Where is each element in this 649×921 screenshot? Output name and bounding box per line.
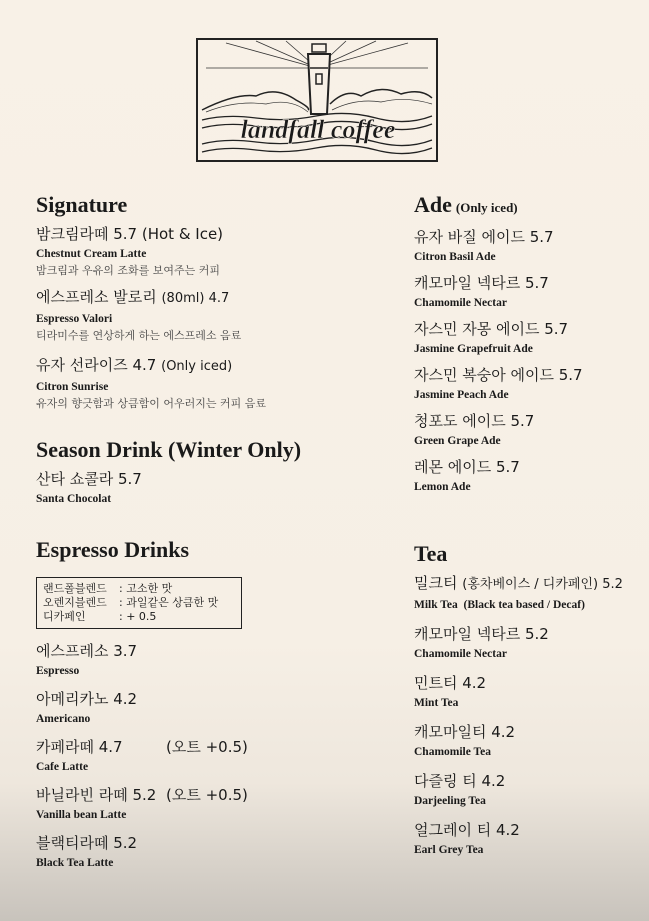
item-name: 민트티 4.2 bbox=[414, 674, 487, 692]
landfall-logo bbox=[196, 38, 438, 162]
item-english: Chamomile Nectar bbox=[414, 297, 507, 309]
oat-option: (오트 +0.5) bbox=[166, 786, 248, 804]
blend-row bbox=[43, 610, 235, 624]
signature-heading: Signature bbox=[36, 192, 128, 217]
item-name: 자스민 자몽 에이드 5.7 bbox=[414, 320, 569, 338]
item-note: (80ml) 4.7 bbox=[161, 291, 230, 306]
menu-item bbox=[414, 319, 639, 357]
item-english: Citron Sunrise bbox=[36, 381, 109, 393]
menu-item bbox=[414, 227, 639, 265]
item-name: 다즐링 티 4.2 bbox=[414, 772, 506, 790]
ade-heading: Ade bbox=[414, 192, 452, 217]
item-name: 유자 선라이즈 4.7 bbox=[36, 356, 157, 374]
item-english: Jasmine Grapefruit Ade bbox=[414, 343, 533, 355]
menu-item bbox=[414, 365, 639, 403]
item-name: 에스프레소 3.7 bbox=[36, 642, 138, 660]
menu-item bbox=[36, 224, 366, 278]
item-english: Milk Tea (Black tea based / Decaf) bbox=[414, 599, 585, 611]
item-description: 밤크림과 우유의 조화를 보여주는 커피 bbox=[36, 264, 221, 277]
item-english: Earl Grey Tea bbox=[414, 844, 484, 856]
item-name: 블랙티라떼 5.2 bbox=[36, 834, 138, 852]
item-english: Americano bbox=[36, 713, 91, 725]
item-english: Cafe Latte bbox=[36, 761, 89, 773]
menu-item bbox=[414, 624, 639, 662]
item-english: Mint Tea bbox=[414, 697, 459, 709]
blend-label: 오렌지블렌드 bbox=[43, 596, 107, 609]
menu-item bbox=[36, 689, 366, 727]
menu-item bbox=[414, 411, 639, 449]
item-name: 카페라떼 4.7 bbox=[36, 738, 123, 756]
season-heading: Season Drink (Winter Only) bbox=[36, 437, 302, 462]
blend-label: 디카페인 bbox=[43, 610, 86, 623]
oat-option: (오트 +0.5) bbox=[166, 738, 248, 756]
blend-row bbox=[43, 596, 235, 610]
blend-value: : 고소한 맛 bbox=[119, 582, 173, 595]
item-english: Darjeeling Tea bbox=[414, 795, 486, 807]
item-description: 티라미수를 연상하게 하는 에스프레소 음료 bbox=[36, 329, 242, 342]
item-english: Lemon Ade bbox=[414, 481, 471, 493]
item-english: Santa Chocolat bbox=[36, 493, 112, 505]
menu-item bbox=[414, 273, 639, 311]
menu-item bbox=[414, 673, 639, 711]
item-name: 바닐라빈 라떼 5.2 bbox=[36, 786, 157, 804]
item-name: 유자 바질 에이드 5.7 bbox=[414, 228, 554, 246]
right-column bbox=[414, 192, 639, 858]
item-name: 에스프레소 발로리 bbox=[36, 288, 157, 306]
menu-item bbox=[36, 737, 366, 775]
menu-item bbox=[36, 833, 366, 871]
menu-item bbox=[414, 573, 639, 613]
item-note: (홍차베이스 / 디카페인) 5.2 bbox=[462, 577, 623, 592]
blend-value: : 과일같은 상큼한 맛 bbox=[119, 596, 219, 609]
item-name: 산타 쇼콜라 5.7 bbox=[36, 470, 142, 488]
blend-row bbox=[43, 582, 235, 596]
item-name: 밤크림라떼 5.7 bbox=[36, 225, 138, 243]
item-description: 유자의 향긋함과 상큼함이 어우러지는 커피 음료 bbox=[36, 397, 267, 410]
item-name: 밀크티 bbox=[414, 574, 458, 592]
menu-item bbox=[414, 722, 639, 760]
blend-info-box bbox=[36, 577, 242, 629]
espresso-heading: Espresso Drinks bbox=[36, 537, 190, 562]
item-english: Green Grape Ade bbox=[414, 435, 501, 447]
item-name: 아메리카노 4.2 bbox=[36, 690, 138, 708]
item-english: Citron Basil Ade bbox=[414, 251, 496, 263]
blend-value: : + 0.5 bbox=[119, 610, 157, 623]
item-english: Chamomile Nectar bbox=[414, 648, 507, 660]
menu-item bbox=[36, 355, 366, 411]
item-english: Espresso bbox=[36, 665, 80, 677]
item-name: 캐모마일티 4.2 bbox=[414, 723, 516, 741]
item-name: 레몬 에이드 5.7 bbox=[414, 458, 520, 476]
item-english: Chestnut Cream Latte bbox=[36, 248, 147, 260]
item-note: (Hot & Ice) bbox=[141, 225, 224, 243]
item-english: Black Tea Latte bbox=[36, 857, 114, 869]
ade-subtitle: (Only iced) bbox=[455, 200, 518, 215]
menu-item bbox=[36, 469, 366, 507]
tea-heading: Tea bbox=[414, 541, 448, 566]
item-name: 청포도 에이드 5.7 bbox=[414, 412, 535, 430]
lighthouse-logo-icon bbox=[196, 38, 438, 162]
menu-item bbox=[36, 785, 366, 823]
item-english: Chamomile Tea bbox=[414, 746, 491, 758]
item-english: Jasmine Peach Ade bbox=[414, 389, 509, 401]
menu-item bbox=[414, 820, 639, 858]
item-english: Espresso Valori bbox=[36, 313, 113, 325]
left-column bbox=[36, 192, 366, 871]
logo-text: landfall coffee bbox=[240, 115, 396, 144]
blend-label: 랜드폴블렌드 bbox=[43, 582, 107, 595]
menu-item bbox=[414, 457, 639, 495]
item-name: 자스민 복숭아 에이드 5.7 bbox=[414, 366, 583, 384]
menu-item bbox=[414, 771, 639, 809]
menu-item bbox=[36, 287, 366, 343]
menu-item bbox=[36, 641, 366, 679]
item-note: (Only iced) bbox=[161, 359, 233, 374]
item-name: 캐모마일 넥타르 5.2 bbox=[414, 625, 549, 643]
item-name: 얼그레이 티 4.2 bbox=[414, 821, 520, 839]
item-english: Vanilla bean Latte bbox=[36, 809, 127, 821]
item-name: 캐모마일 넥타르 5.7 bbox=[414, 274, 549, 292]
